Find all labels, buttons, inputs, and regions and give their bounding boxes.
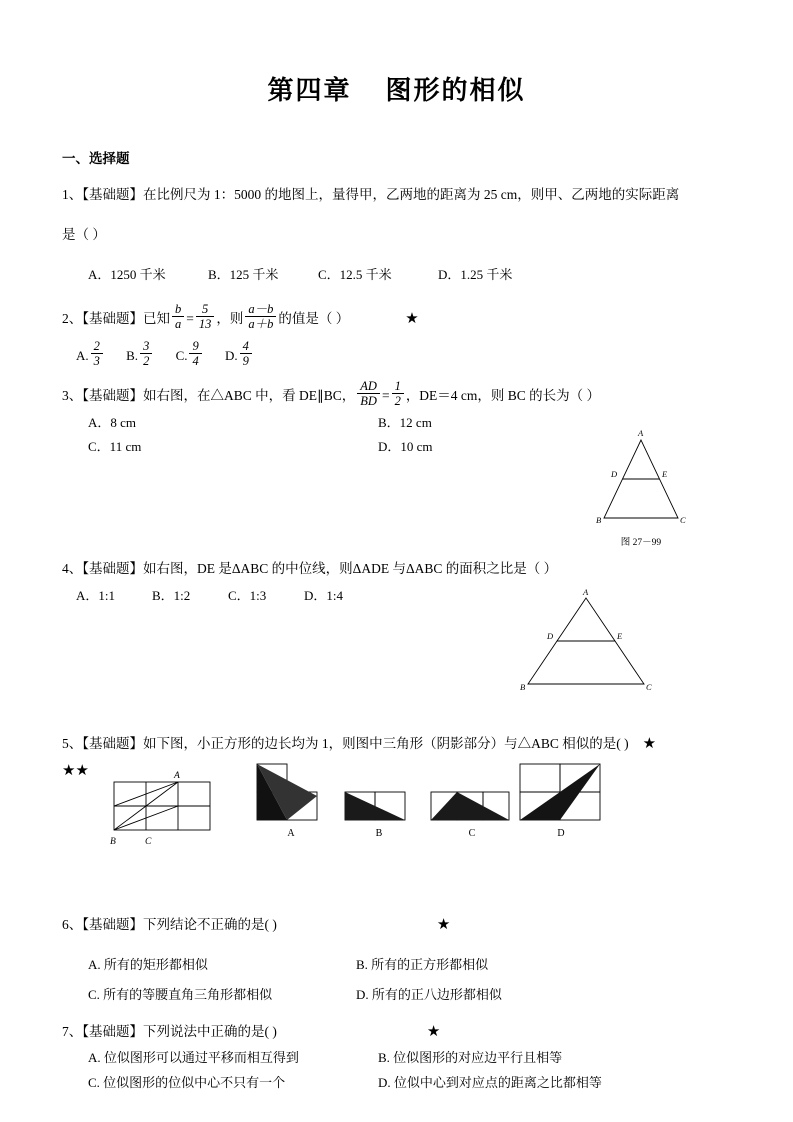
question-3-text: 3、【基础题】如右图，在△ABC 中，看 DE∥BC， $\frac{AD}{BD}$ = $\frac{1}{2}$ ，DE＝4 cm，则 BC 的长为（ ） <box>62 379 601 409</box>
section-heading: 一、选择题 <box>62 151 130 166</box>
question-4-body: 如右图，DE 是ΔABC 的中位线，则ΔADE 与ΔABC 的面积之比是（ ） <box>143 561 558 577</box>
question-2-text <box>62 302 731 334</box>
question-3-option-c[interactable]: C．11 cm <box>88 439 142 455</box>
page-title <box>0 70 793 107</box>
question-7 <box>62 1018 731 1096</box>
question-5-number: 5、 <box>62 736 83 752</box>
question-2-star: ★ <box>405 310 419 327</box>
svg-text:B: B <box>596 515 602 525</box>
question-6 <box>62 911 731 1009</box>
svg-text:C: C <box>145 837 152 847</box>
question-6-option-d[interactable]: D. 所有的正八边形都相似 <box>356 986 502 1002</box>
question-1-line2: 是（ ） <box>62 226 106 242</box>
question-2-fraction-3: $\frac{a-b}{a+b}$ <box>245 302 276 331</box>
question-4-option-d[interactable]: D．1:4 <box>304 587 344 603</box>
question-1-options <box>62 263 731 288</box>
question-3-option-d[interactable]: D．10 cm <box>378 439 433 455</box>
question-1-text <box>62 182 731 208</box>
figure-q5-c-shape <box>427 788 517 828</box>
question-2-number: 2、 <box>62 310 83 326</box>
question-2-mid: ，则 <box>216 310 244 326</box>
question-7-star: ★ <box>426 1023 441 1040</box>
question-4-option-b[interactable]: B．1:2 <box>152 587 191 603</box>
svg-text:B: B <box>520 682 526 692</box>
svg-text:E: E <box>662 469 668 479</box>
question-1-option-b[interactable]: B．125 千米 <box>208 267 279 283</box>
figure-q3-caption: 图 27－99 <box>620 538 662 548</box>
question-2-option-b[interactable]: B. $\frac{3}{2}$ <box>126 339 154 369</box>
svg-text:A: A <box>638 428 644 438</box>
question-5-tag: 【基础题】 <box>82 736 143 752</box>
svg-text:E: E <box>617 631 623 641</box>
question-1-tag: 【基础题】 <box>82 186 143 202</box>
question-3-tag: 【基础题】 <box>82 388 143 404</box>
question-1-number: 1、 <box>62 186 83 202</box>
question-3-option-a[interactable]: A．8 cm <box>88 414 137 430</box>
question-1-option-d[interactable]: D．1.25 千米 <box>438 267 513 283</box>
question-4-text <box>62 556 731 582</box>
question-2-post: 的值是（ ） <box>278 310 350 326</box>
question-2 <box>62 302 731 369</box>
question-6-body: 下列结论不正确的是( ) <box>143 917 277 933</box>
question-2-fraction-2: $\frac{5}{13}$ <box>196 302 215 331</box>
figure-q5-b-shape <box>341 788 417 828</box>
question-6-option-b[interactable]: B. 所有的正方形都相似 <box>356 956 489 972</box>
question-7-option-a[interactable]: A. 位似图形可以通过平移而相互得到 <box>88 1050 299 1066</box>
figure-q5-label-a: A <box>287 828 295 839</box>
figure-q5-choice-c <box>427 788 517 839</box>
figure-q5-label-c: C <box>468 828 476 839</box>
title-topic: 图形的相似 <box>385 75 526 105</box>
question-7-options <box>62 1046 731 1095</box>
question-2-options <box>62 339 731 369</box>
svg-text:D: D <box>611 469 618 479</box>
question-7-number: 7、 <box>62 1023 83 1039</box>
question-3-number: 3、 <box>62 388 83 404</box>
question-5-star-1: ★ <box>642 736 657 753</box>
figure-q4 <box>500 588 670 696</box>
question-4-option-c[interactable]: C．1:3 <box>228 587 267 603</box>
question-4-tag: 【基础题】 <box>82 561 143 577</box>
svg-text:A: A <box>174 771 180 781</box>
question-7-body: 下列说法中正确的是( ) <box>143 1023 277 1039</box>
question-4-option-a[interactable]: A．1:1 <box>76 587 116 603</box>
question-3-fraction-1: $\frac{AD}{BD}$ <box>357 379 380 408</box>
question-1-line2-wrap <box>62 222 731 248</box>
question-2-equals: = <box>186 310 194 326</box>
question-6-star: ★ <box>436 917 451 934</box>
question-7-tag: 【基础题】 <box>82 1023 143 1039</box>
figure-q5-label-d: D <box>557 828 565 839</box>
question-3-option-b[interactable]: B．12 cm <box>378 414 432 430</box>
figure-q5-a-shape <box>253 760 329 828</box>
question-2-option-a[interactable]: A. $\frac{2}{3}$ <box>76 339 105 369</box>
title-chapter: 第四章 <box>267 75 352 105</box>
question-2-pre: 已知 <box>143 310 170 326</box>
figure-q4-triangle <box>500 588 670 696</box>
figure-q3 <box>586 428 696 548</box>
figure-q5-reference <box>108 766 218 848</box>
svg-text:C: C <box>680 515 686 525</box>
question-6-option-c[interactable]: C. 所有的等腰直角三角形都相似 <box>88 986 273 1002</box>
question-5-body: 如下图，小正方形的边长均为 1，则图中三角形（阴影部分）与△ABC 相似的是( ) <box>143 736 629 752</box>
question-5-star-2: ★★ <box>62 762 89 779</box>
question-7-option-d[interactable]: D. 位似中心到对应点的距离之比都相等 <box>378 1074 602 1090</box>
figure-q5-choice-b <box>341 788 417 839</box>
question-6-text <box>62 911 731 940</box>
question-1 <box>62 182 731 288</box>
question-5-text <box>62 730 731 759</box>
question-1-option-c[interactable]: C．12.5 千米 <box>318 267 392 283</box>
question-2-option-d[interactable]: D. $\frac{4}{9}$ <box>225 339 254 369</box>
question-3-post: ，DE＝4 cm，则 BC 的长为（ ） <box>405 388 601 404</box>
question-7-option-b[interactable]: B. 位似图形的对应边平行且相等 <box>378 1050 563 1066</box>
question-2-option-c[interactable]: C. $\frac{9}{4}$ <box>176 339 204 369</box>
figure-q3-triangle <box>586 428 696 533</box>
question-2-fraction-1: $\frac{b}{a}$ <box>172 302 184 331</box>
question-7-text <box>62 1018 731 1047</box>
question-3-pre: 如右图，在△ABC 中，看 DE∥BC， <box>143 388 356 404</box>
figure-q5-choice-d <box>516 760 606 839</box>
question-6-options <box>62 950 731 1010</box>
figure-q5-label-b: B <box>375 828 383 839</box>
figure-q5-abc <box>108 766 218 848</box>
question-6-number: 6、 <box>62 917 83 933</box>
svg-text:A: A <box>583 588 589 597</box>
svg-text:D: D <box>547 631 554 641</box>
figure-q5-choice-a <box>253 760 329 839</box>
question-6-option-a[interactable]: A. 所有的矩形都相似 <box>88 956 208 972</box>
question-1-line1: 在比例尺为 1：5000 的地图上，量得甲，乙两地的距离为 25 cm，则甲、乙两地的实际距离 <box>143 186 680 202</box>
figure-q5-d-shape <box>516 760 606 828</box>
question-7-option-c[interactable]: C. 位似图形的位似中心不只有一个 <box>88 1074 286 1090</box>
svg-text:C: C <box>646 682 652 692</box>
question-6-tag: 【基础题】 <box>82 917 143 933</box>
svg-text:B: B <box>110 837 116 847</box>
question-4-number: 4、 <box>62 561 83 577</box>
question-2-tag: 【基础题】 <box>82 310 143 326</box>
question-3-fraction-2: $\frac{1}{2}$ <box>392 379 404 408</box>
question-1-option-a[interactable]: A．1250 千米 <box>88 267 166 283</box>
